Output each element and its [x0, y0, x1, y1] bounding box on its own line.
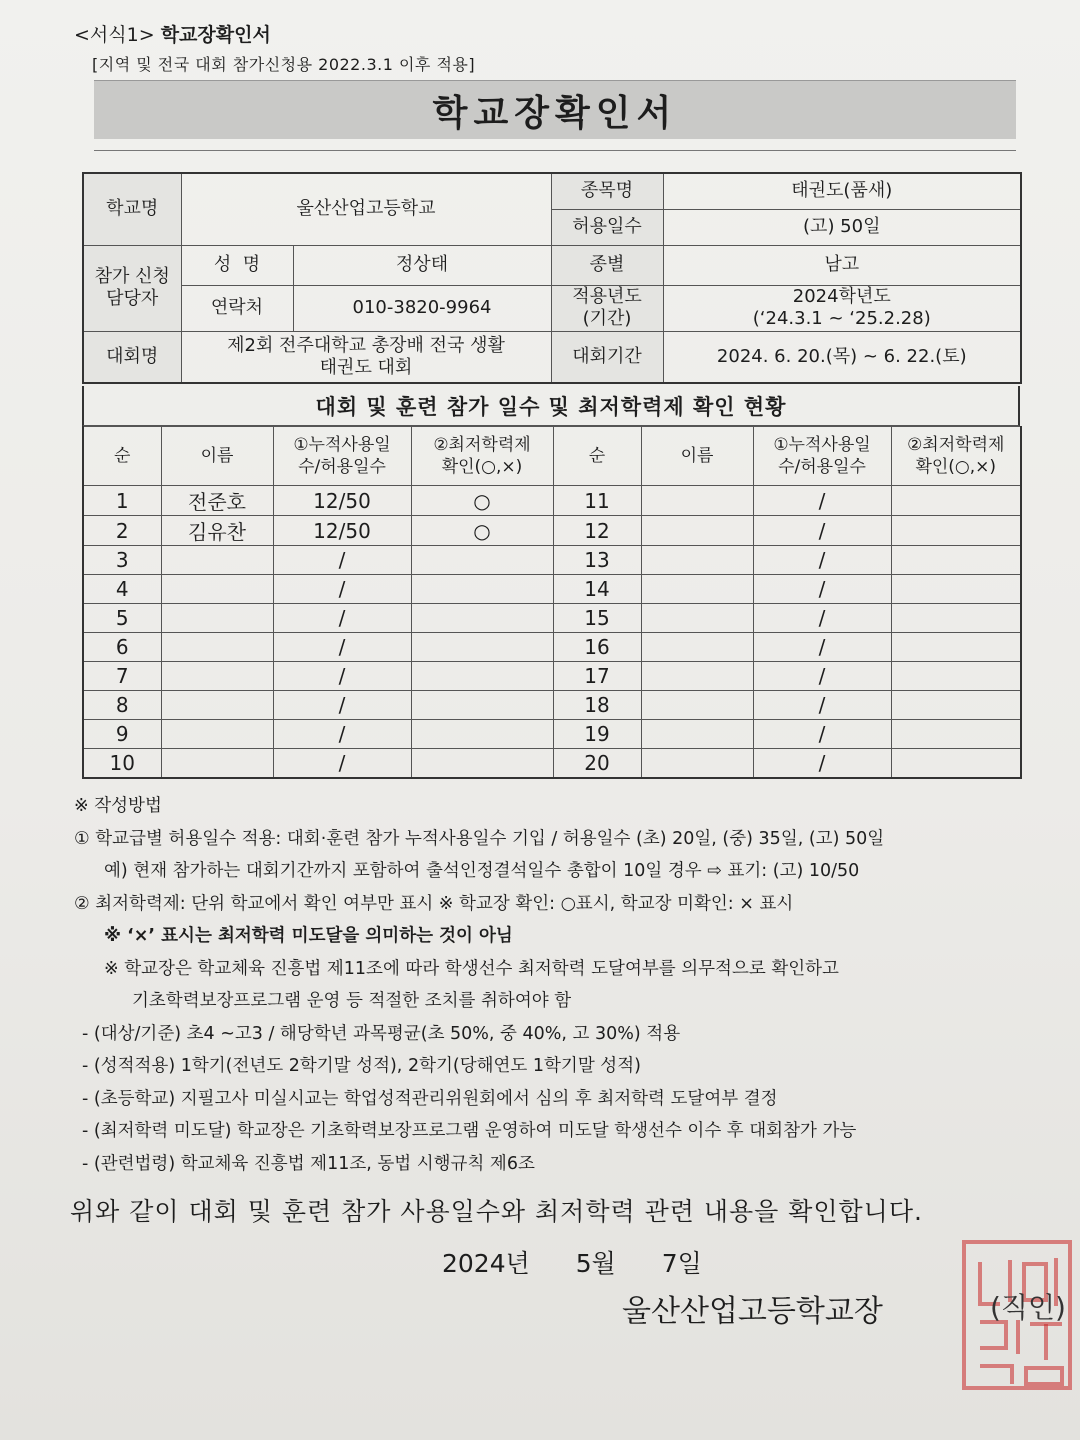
academic-check	[891, 546, 1021, 575]
contact-label: 연락처	[181, 285, 293, 331]
method-line: ※ ‘×’ 표시는 최저학력 미도달을 의미하는 것이 아님	[104, 926, 513, 946]
table-row	[83, 516, 1021, 546]
player-name	[641, 662, 753, 691]
player-name	[161, 633, 273, 662]
page-title: 학교장확인서	[432, 92, 678, 134]
name-value: 정상태	[293, 245, 551, 285]
row-number: 19	[553, 720, 641, 749]
method-line: ② 최저학력제: 단위 학교에서 확인 여부만 표시 ※ 학교장 확인: ○표시, 학교장 미확인: × 표시	[74, 893, 794, 914]
row-number: 9	[83, 720, 161, 749]
used-days: /	[753, 633, 891, 662]
table-row	[83, 749, 1021, 779]
row-number: 16	[553, 633, 641, 662]
academic-check	[891, 604, 1021, 633]
academic-check: ○	[411, 486, 553, 516]
event-value: 태권도(품새)	[663, 173, 1021, 209]
row-number: 10	[83, 749, 161, 779]
row-number: 13	[553, 546, 641, 575]
table-header-row	[83, 427, 1021, 486]
player-name	[161, 604, 273, 633]
academic-check	[411, 633, 553, 662]
academic-check	[411, 546, 553, 575]
row-number: 14	[553, 575, 641, 604]
row-number: 4	[83, 575, 161, 604]
header-days: ①누적사용일 수/허용일수	[273, 427, 411, 486]
player-name	[161, 720, 273, 749]
academic-check	[411, 575, 553, 604]
academic-check	[891, 516, 1021, 546]
used-days: /	[753, 720, 891, 749]
gender-label: 종별	[551, 245, 663, 285]
used-days: /	[753, 749, 891, 779]
year-label: 적용년도 (기간)	[551, 285, 663, 331]
competition-label: 대회명	[83, 331, 181, 383]
method-line: - (관련법령) 학교체육 진흥법 제11조, 동법 시행규칙 제6조	[82, 1153, 535, 1174]
section-title: 대회 및 훈련 참가 일수 및 최저학력제 확인 현황	[82, 386, 1020, 426]
writing-method	[74, 790, 1064, 1180]
row-number: 7	[83, 662, 161, 691]
row-number: 6	[83, 633, 161, 662]
row-number: 15	[553, 604, 641, 633]
used-days: /	[273, 691, 411, 720]
used-days: /	[753, 546, 891, 575]
player-name	[641, 720, 753, 749]
allowed-days-value: (고) 50일	[663, 209, 1021, 245]
table-row	[83, 604, 1021, 633]
table-row	[83, 691, 1021, 720]
year-period: (‘24.3.1 ~ ‘25.2.28)	[752, 308, 931, 329]
method-line: - (대상/기준) 초4 ~고3 / 해당학년 과목평균(초 50%, 중 40%, 고 30%) 적용	[82, 1023, 681, 1044]
player-name: 김유찬	[161, 516, 273, 546]
method-line: - (성적적용) 1학기(전년도 2학기말 성적), 2학기(당해연도 1학기말 성적)	[82, 1056, 641, 1076]
row-number: 3	[83, 546, 161, 575]
academic-check: ○	[411, 516, 553, 546]
header-days: ①누적사용일 수/허용일수	[753, 427, 891, 486]
year-value: 2024학년도	[792, 286, 891, 307]
academic-check	[411, 720, 553, 749]
row-number: 20	[553, 749, 641, 779]
used-days: 12/50	[273, 486, 411, 516]
header-check: ②최저학력제 확인(○,×)	[411, 427, 553, 486]
method-line: ① 학교급별 허용일수 적용: 대회·훈련 참가 누적사용일수 기입 / 허용일수 (초) 20일, (중) 35일, (고) 50일	[74, 828, 885, 849]
academic-check	[891, 633, 1021, 662]
row-number: 12	[553, 516, 641, 546]
school-value: 울산산업고등학교	[181, 173, 551, 245]
used-days: /	[273, 749, 411, 779]
used-days: 12/50	[273, 516, 411, 546]
method-line: - (최저학력 미도달) 학교장은 기초학력보장프로그램 운영하여 미도달 학생선수 이수 후 대회참가 가능	[82, 1121, 857, 1141]
method-line: 예) 현재 참가하는 대회기간까지 포함하여 출석인정결석일수 총합이 10일 경우 ⇨ 표기: (고) 10/50	[104, 861, 860, 881]
date-year: 2024년	[442, 1249, 530, 1278]
form-number: <서식1> 학교장확인서	[74, 24, 271, 46]
player-name	[161, 575, 273, 604]
method-heading: ※ 작성방법	[74, 796, 162, 816]
table-row	[83, 486, 1021, 516]
event-label: 종목명	[551, 173, 663, 209]
divider	[94, 150, 1016, 151]
contact-value: 010-3820-9964	[293, 285, 551, 331]
player-name	[641, 516, 753, 546]
period-label: 대회기간	[551, 331, 663, 383]
row-number: 11	[553, 486, 641, 516]
gender-value: 남고	[663, 245, 1021, 285]
academic-check	[891, 486, 1021, 516]
player-name	[641, 486, 753, 516]
principal-signature: 울산산업고등학교장	[622, 1294, 883, 1329]
confirmation-statement: 위와 같이 대회 및 훈련 참가 사용일수와 최저학력 관련 내용을 확인합니다.	[70, 1197, 923, 1226]
manager-label: 참가 신청 담당자	[83, 245, 181, 331]
info-table	[82, 172, 1022, 384]
used-days: /	[753, 604, 891, 633]
academic-check	[891, 720, 1021, 749]
year-cell	[663, 285, 1021, 331]
header-no: 순	[553, 427, 641, 486]
used-days: /	[753, 575, 891, 604]
form-title: 학교장확인서	[160, 24, 271, 46]
academic-check	[891, 575, 1021, 604]
player-name	[161, 546, 273, 575]
used-days: /	[273, 604, 411, 633]
date-day: 7일	[661, 1249, 702, 1278]
player-name	[641, 575, 753, 604]
player-name	[641, 633, 753, 662]
allowed-days-label: 허용일수	[551, 209, 663, 245]
academic-check	[891, 691, 1021, 720]
used-days: /	[273, 720, 411, 749]
academic-check	[411, 749, 553, 779]
used-days: /	[273, 633, 411, 662]
player-name	[641, 604, 753, 633]
method-line: - (초등학교) 지필고사 미실시교는 학업성적관리위원회에서 심의 후 최저학력 도달여부 결정	[82, 1088, 778, 1109]
method-line: 기초학력보장프로그램 운영 등 적절한 조치를 취하여야 함	[132, 991, 572, 1011]
row-number: 18	[553, 691, 641, 720]
used-days: /	[753, 516, 891, 546]
table-row	[83, 575, 1021, 604]
academic-check	[891, 749, 1021, 779]
player-name	[641, 749, 753, 779]
form-usage-note: [지역 및 전국 대회 참가신청용 2022.3.1 이후 적용]	[92, 55, 476, 74]
used-days: /	[273, 575, 411, 604]
academic-check	[411, 691, 553, 720]
period-value: 2024. 6. 20.(목) ~ 6. 22.(토)	[663, 331, 1021, 383]
used-days: /	[753, 486, 891, 516]
row-number: 17	[553, 662, 641, 691]
used-days: /	[273, 662, 411, 691]
row-number: 8	[83, 691, 161, 720]
seal-label: (직인)	[990, 1291, 1066, 1324]
academic-check	[411, 604, 553, 633]
header-no: 순	[83, 427, 161, 486]
table-row	[83, 720, 1021, 749]
used-days: /	[273, 546, 411, 575]
name-label: 성 명	[181, 245, 293, 285]
header-name: 이름	[161, 427, 273, 486]
school-label: 학교명	[83, 173, 181, 245]
table-row	[83, 662, 1021, 691]
player-name	[641, 546, 753, 575]
table-row	[83, 546, 1021, 575]
table-row	[83, 633, 1021, 662]
used-days: /	[753, 691, 891, 720]
academic-check	[891, 662, 1021, 691]
row-number: 1	[83, 486, 161, 516]
header-check: ②최저학력제 확인(○,×)	[891, 427, 1021, 486]
player-name	[161, 691, 273, 720]
participants-table	[82, 426, 1022, 779]
row-number: 2	[83, 516, 161, 546]
header-name: 이름	[641, 427, 753, 486]
used-days: /	[753, 662, 891, 691]
date-month: 5월	[575, 1249, 616, 1278]
method-line: ※ 학교장은 학교체육 진흥법 제11조에 따라 학생선수 최저학력 도달여부를 의무적으로 확인하고	[104, 958, 839, 979]
issue-date	[442, 1244, 740, 1280]
title-bar	[94, 80, 1016, 139]
academic-check	[411, 662, 553, 691]
competition-value: 제2회 전주대학교 총장배 전국 생활 태권도 대회	[181, 331, 551, 383]
player-name	[161, 749, 273, 779]
player-name: 전준호	[161, 486, 273, 516]
player-name	[641, 691, 753, 720]
row-number: 5	[83, 604, 161, 633]
player-name	[161, 662, 273, 691]
